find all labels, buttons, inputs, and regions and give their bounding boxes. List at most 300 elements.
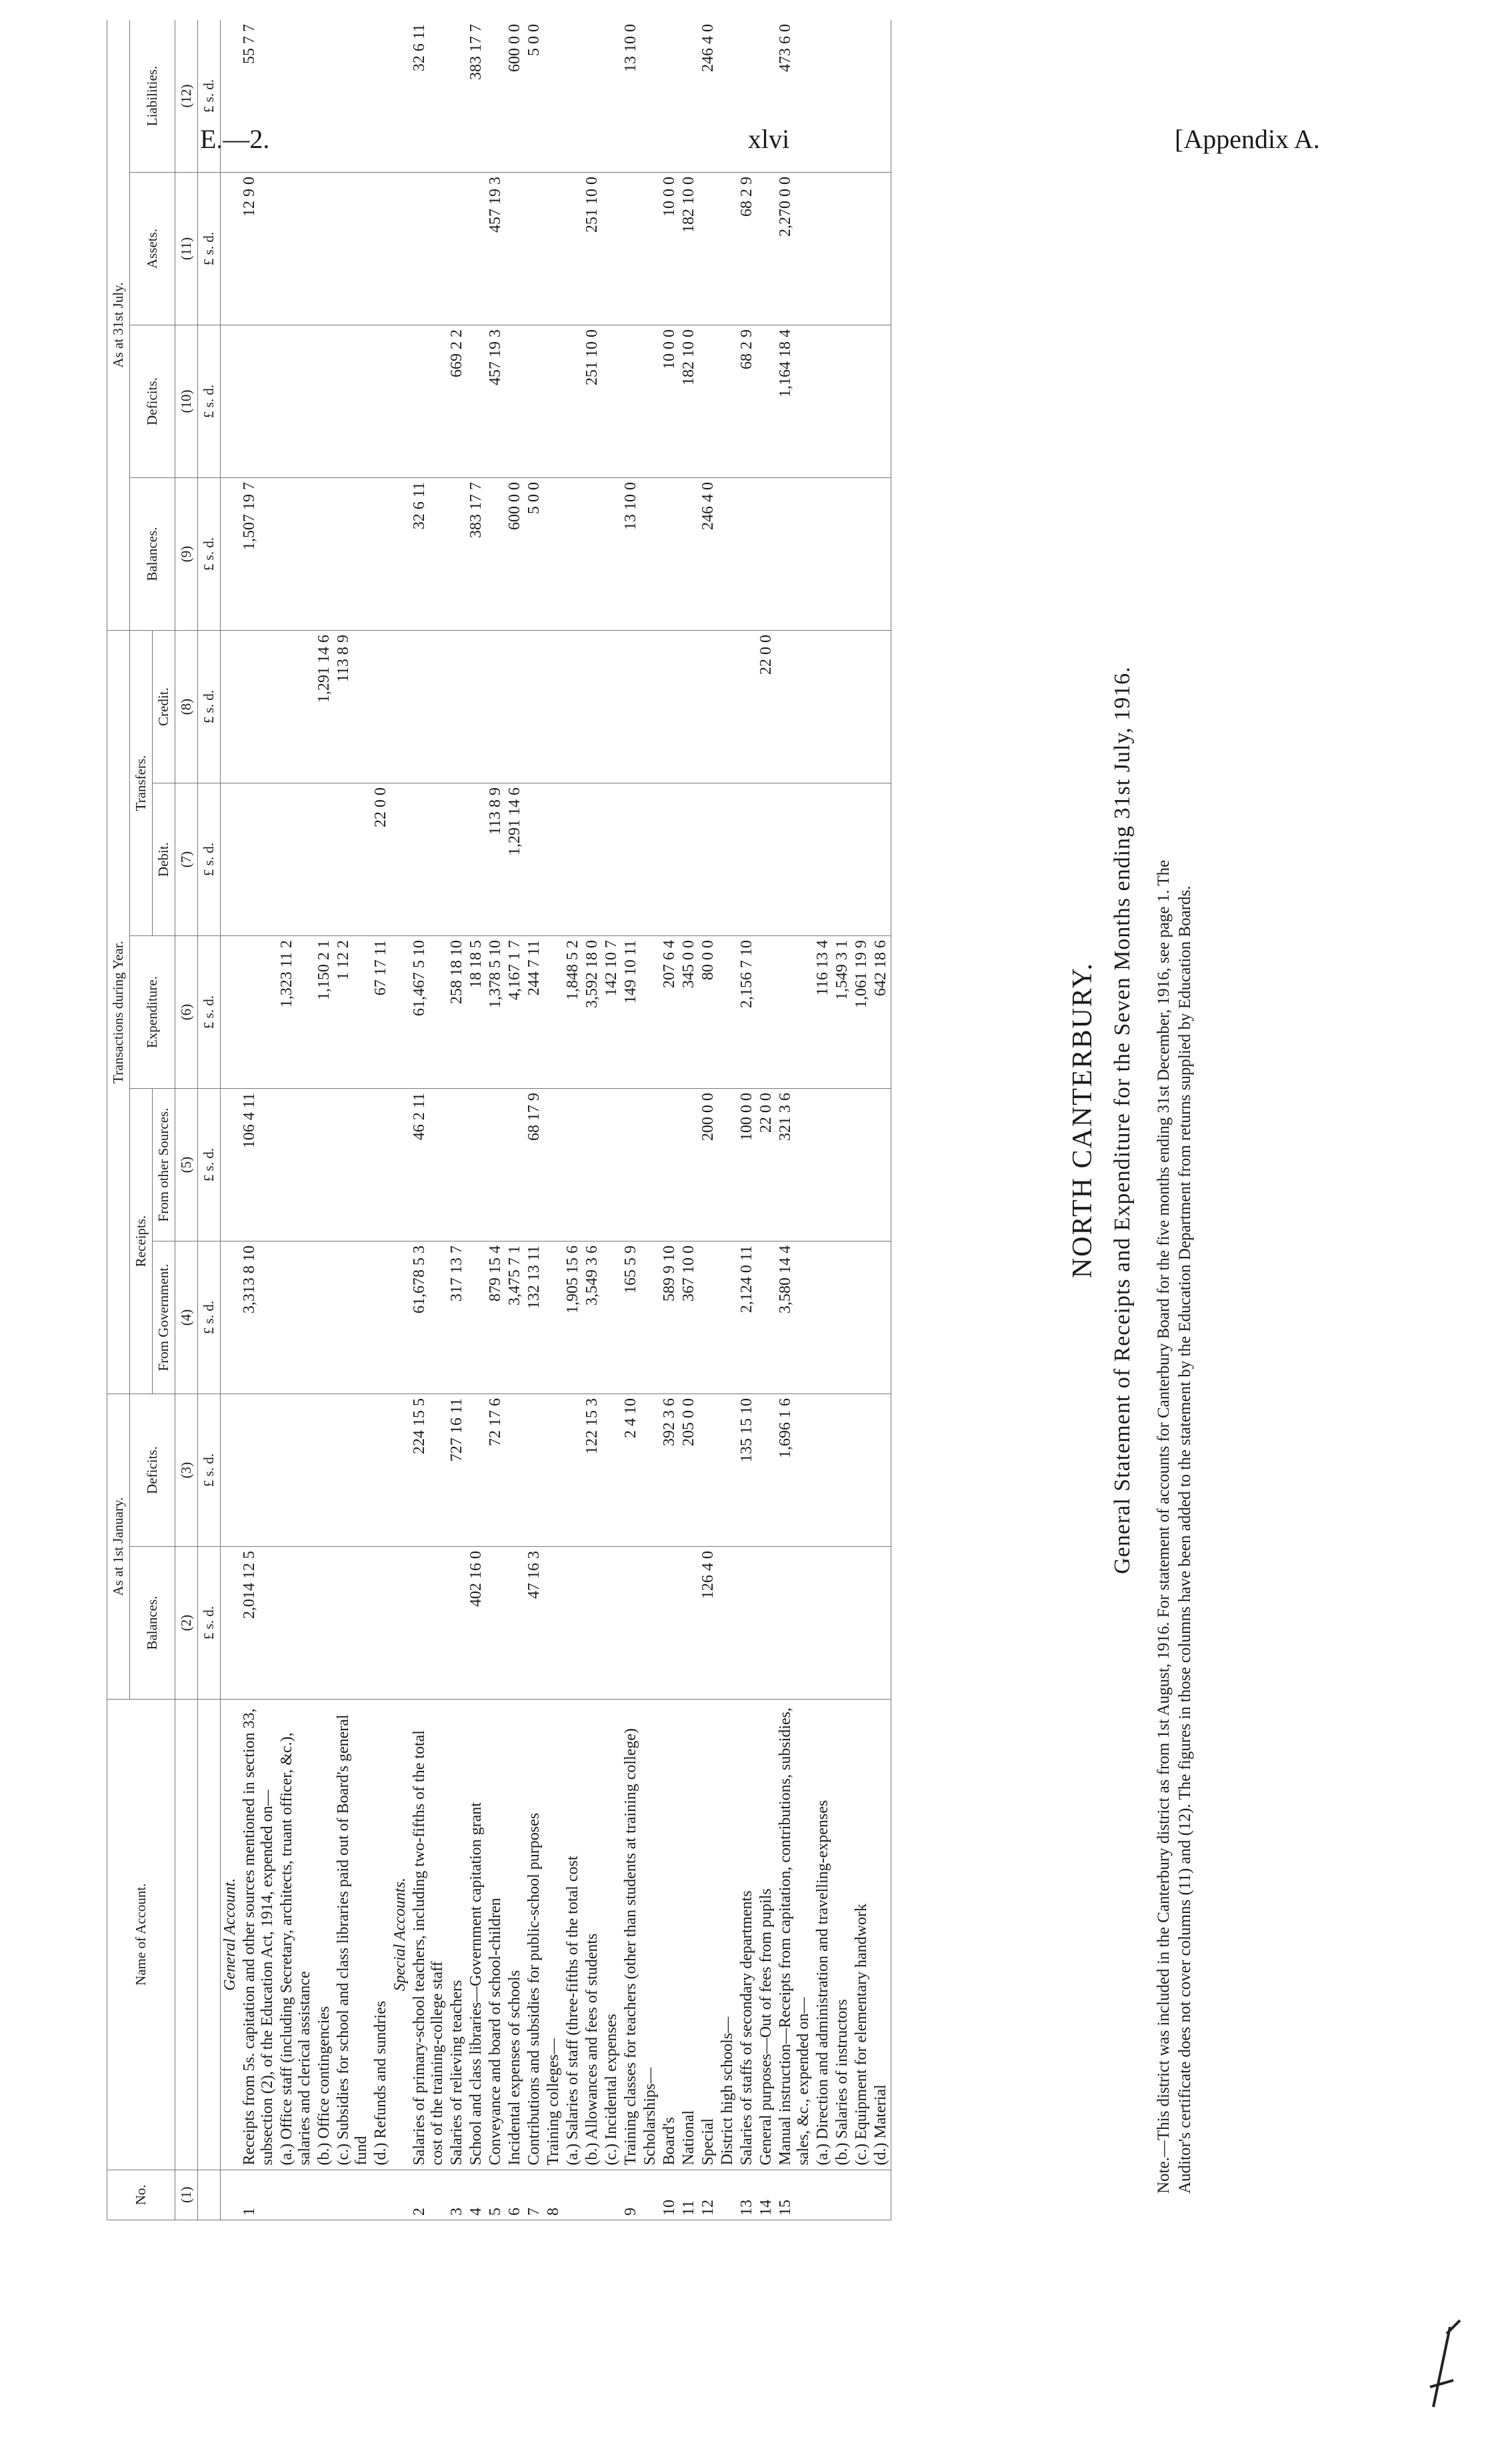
table-row <box>757 20 776 2220</box>
amount-cell <box>737 783 757 935</box>
unit-label: £ s. d. <box>198 1394 221 1546</box>
amount-cell: 22 0 0 <box>371 783 391 935</box>
amount-cell <box>641 935 660 1088</box>
amount-cell <box>718 325 737 477</box>
amount-cell <box>641 783 660 935</box>
amount-cell <box>852 1394 871 1546</box>
amount-cell <box>334 20 371 172</box>
amount-cell <box>544 1394 563 1546</box>
amount-cell: 600 0 0 <box>505 477 525 630</box>
amount-cell: 68 17 9 <box>525 1088 544 1241</box>
amount-cell: 1,507 19 7 <box>240 477 277 630</box>
amount-cell <box>221 1546 241 1699</box>
amount-cell <box>660 783 679 935</box>
amount-cell: 4,167 1 7 <box>505 935 525 1088</box>
amount-cell <box>660 1546 679 1699</box>
table-row <box>371 20 391 2220</box>
amount-cell <box>813 1394 833 1546</box>
amount-cell: 589 9 10 <box>660 1241 679 1394</box>
col-liabilities: Liabilities. <box>130 20 175 172</box>
amount-cell <box>391 783 410 935</box>
amount-cell <box>813 172 833 325</box>
amount-cell <box>833 1241 852 1394</box>
account-name: Contributions and subsidies for public-school purposes <box>525 1699 544 2170</box>
statement-table <box>107 20 891 2220</box>
amount-cell <box>371 1241 391 1394</box>
amount-cell: 1,696 1 6 <box>776 1394 813 1546</box>
account-name: Salaries of relieving teachers <box>447 1699 467 2170</box>
table-row <box>852 20 871 2220</box>
col-debit: Debit. <box>153 783 175 935</box>
table-row <box>641 20 660 2220</box>
amount-cell <box>315 1546 334 1699</box>
amount-cell: 116 13 4 <box>813 935 833 1088</box>
row-number <box>833 2170 852 2220</box>
col-num: (5) <box>175 1088 198 1241</box>
amount-cell <box>833 783 852 935</box>
amount-cell: 1,848 5 2 <box>563 935 583 1088</box>
amount-cell: 46 2 11 <box>410 1088 447 1241</box>
amount-cell <box>737 20 757 172</box>
row-number: 2 <box>410 2170 447 2220</box>
account-name: District high schools— <box>718 1699 737 2170</box>
amount-cell <box>391 20 410 172</box>
account-name: Training colleges— <box>544 1699 563 2170</box>
amount-cell <box>660 20 679 172</box>
row-number: 1 <box>240 2170 277 2220</box>
amount-cell <box>871 1546 891 1699</box>
amount-cell <box>240 630 277 783</box>
col-num: (8) <box>175 630 198 783</box>
unit-label: £ s. d. <box>198 172 221 325</box>
row-number <box>371 2170 391 2220</box>
amount-cell <box>621 325 641 477</box>
amount-cell: 205 0 0 <box>679 1394 699 1546</box>
amount-cell <box>447 1088 467 1241</box>
row-number: 8 <box>544 2170 563 2220</box>
amount-cell: 22 0 0 <box>757 630 776 783</box>
amount-cell <box>699 1241 718 1394</box>
amount-cell <box>660 477 679 630</box>
amount-cell <box>602 20 621 172</box>
amount-cell <box>621 783 641 935</box>
table-row <box>277 20 315 2220</box>
amount-cell: 10 0 0 <box>660 325 679 477</box>
row-number: 13 <box>737 2170 757 2220</box>
amount-cell: 122 15 3 <box>583 1394 602 1546</box>
unit-label: £ s. d. <box>198 1241 221 1394</box>
amount-cell <box>277 20 315 172</box>
amount-cell <box>757 477 776 630</box>
account-name: Salaries of primary-school teachers, including two-fifths of the total cost of the training-college staff <box>410 1699 447 2170</box>
amount-cell <box>602 783 621 935</box>
amount-cell <box>505 172 525 325</box>
amount-cell <box>583 630 602 783</box>
amount-cell: 1,061 19 9 <box>852 935 871 1088</box>
col-num: (10) <box>175 325 198 477</box>
amount-cell: 383 17 7 <box>467 20 486 172</box>
amount-cell <box>757 783 776 935</box>
amount-cell <box>563 1394 583 1546</box>
amount-cell <box>277 477 315 630</box>
amount-cell: 5 0 0 <box>525 20 544 172</box>
group-july: As at 31st July. <box>107 20 130 630</box>
amount-cell <box>563 477 583 630</box>
amount-cell <box>776 1546 813 1699</box>
table-row <box>447 20 467 2220</box>
amount-cell <box>486 477 505 630</box>
amount-cell <box>240 325 277 477</box>
amount-cell <box>583 1088 602 1241</box>
amount-cell <box>486 1088 505 1241</box>
amount-cell <box>334 172 371 325</box>
amount-cell <box>641 325 660 477</box>
amount-cell <box>371 172 391 325</box>
amount-cell <box>315 172 334 325</box>
amount-cell <box>776 783 813 935</box>
account-name: Training classes for teachers (other than students at training college) <box>621 1699 641 2170</box>
amount-cell <box>505 325 525 477</box>
row-number: 11 <box>679 2170 699 2220</box>
col-deficits: Deficits. <box>130 1394 175 1546</box>
amount-cell <box>563 1088 583 1241</box>
col-balances: Balances. <box>130 1546 175 1699</box>
amount-cell: 3,313 8 10 <box>240 1241 277 1394</box>
amount-cell <box>813 477 833 630</box>
amount-cell <box>871 477 891 630</box>
amount-cell: 600 0 0 <box>505 20 525 172</box>
amount-cell: 80 0 0 <box>699 935 718 1088</box>
amount-cell: 106 4 11 <box>240 1088 277 1241</box>
row-number <box>221 2170 241 2220</box>
amount-cell <box>718 172 737 325</box>
amount-cell <box>467 783 486 935</box>
amount-cell <box>544 1546 563 1699</box>
amount-cell <box>641 172 660 325</box>
amount-cell <box>871 325 891 477</box>
amount-cell <box>334 783 371 935</box>
amount-cell: 246 4 0 <box>699 477 718 630</box>
unit-label: £ s. d. <box>198 325 221 477</box>
amount-cell: 68 2 9 <box>737 325 757 477</box>
col-num: (2) <box>175 1546 198 1699</box>
amount-cell <box>221 20 241 172</box>
amount-cell: 2,124 0 11 <box>737 1241 757 1394</box>
amount-cell <box>371 630 391 783</box>
page-title: NORTH CANTERBURY. <box>1067 961 1098 1279</box>
amount-cell <box>757 1546 776 1699</box>
amount-cell <box>410 325 447 477</box>
table-row <box>563 20 583 2220</box>
row-number: 7 <box>525 2170 544 2220</box>
account-name: (b.) Office contingencies <box>315 1699 334 2170</box>
amount-cell <box>583 20 602 172</box>
amount-cell <box>833 20 852 172</box>
col-no: No. <box>107 2170 175 2220</box>
amount-cell: 200 0 0 <box>699 1088 718 1241</box>
col-num: (9) <box>175 477 198 630</box>
amount-cell <box>679 1546 699 1699</box>
amount-cell: 5 0 0 <box>525 477 544 630</box>
amount-cell <box>621 172 641 325</box>
amount-cell <box>833 1546 852 1699</box>
amount-cell <box>391 1241 410 1394</box>
account-name: (a.) Office staff (including Secretary, architects, truant officer, &c.), salaries and clerical assistance <box>277 1699 315 2170</box>
amount-cell <box>334 1088 371 1241</box>
amount-cell <box>391 935 410 1088</box>
amount-cell <box>833 1088 852 1241</box>
table-row <box>583 20 602 2220</box>
table-row <box>621 20 641 2220</box>
account-name: (a.) Direction and administration and travelling-expenses <box>813 1699 833 2170</box>
amount-cell: 182 10 0 <box>679 172 699 325</box>
table-row <box>544 20 563 2220</box>
amount-cell <box>277 1241 315 1394</box>
amount-cell <box>583 477 602 630</box>
amount-cell <box>699 172 718 325</box>
amount-cell <box>583 783 602 935</box>
table-row <box>315 20 334 2220</box>
amount-cell <box>699 325 718 477</box>
amount-cell <box>852 325 871 477</box>
group-year: Transactions during Year. <box>107 630 130 1394</box>
table-row <box>525 20 544 2220</box>
amount-cell <box>277 1546 315 1699</box>
amount-cell: 55 7 7 <box>240 20 277 172</box>
amount-cell: 1,291 14 6 <box>315 630 334 783</box>
amount-cell <box>852 630 871 783</box>
document-code: E.—2. <box>200 124 270 154</box>
amount-cell <box>486 1546 505 1699</box>
amount-cell <box>544 783 563 935</box>
amount-cell: 2,156 7 10 <box>737 935 757 1088</box>
row-number: 3 <box>447 2170 467 2220</box>
amount-cell <box>315 20 334 172</box>
row-number: 9 <box>621 2170 641 2220</box>
amount-cell <box>679 783 699 935</box>
amount-cell <box>467 1394 486 1546</box>
amount-cell <box>679 630 699 783</box>
amount-cell <box>776 935 813 1088</box>
table-row <box>813 20 833 2220</box>
amount-cell <box>467 325 486 477</box>
amount-cell: 61,678 5 3 <box>410 1241 447 1394</box>
amount-cell: 367 10 0 <box>679 1241 699 1394</box>
amount-cell: 61,467 5 10 <box>410 935 447 1088</box>
amount-cell <box>833 630 852 783</box>
table-row <box>240 20 277 2220</box>
amount-cell <box>544 325 563 477</box>
account-name: Salaries of staffs of secondary departments <box>737 1699 757 2170</box>
amount-cell <box>852 1546 871 1699</box>
amount-cell <box>621 1088 641 1241</box>
amount-cell <box>334 477 371 630</box>
row-number <box>718 2170 737 2220</box>
amount-cell: 669 2 2 <box>447 325 467 477</box>
amount-cell <box>583 1546 602 1699</box>
amount-cell <box>315 1241 334 1394</box>
account-name: Scholarships— <box>641 1699 660 2170</box>
note-line-2: Auditor's certificate does not cover columns (11) and (12). The figures in those columns have been added to the statement by the Education Department from returns supplied by Education Boards. <box>1176 885 1194 2194</box>
amount-cell <box>525 630 544 783</box>
amount-cell: 1,378 5 10 <box>486 935 505 1088</box>
amount-cell <box>371 1394 391 1546</box>
amount-cell <box>410 630 447 783</box>
amount-cell <box>563 630 583 783</box>
amount-cell <box>221 783 241 935</box>
table-row <box>660 20 679 2220</box>
table-row <box>776 20 813 2220</box>
table-row <box>486 20 505 2220</box>
statement-subtitle: General Statement of Receipts and Expenditure for the Seven Months ending 31st July, 1916. <box>1110 666 1135 1574</box>
col-expenditure: Expenditure. <box>130 935 175 1088</box>
col-assets: Assets. <box>130 172 175 325</box>
col-name: Name of Account. <box>107 1699 175 2170</box>
amount-cell <box>718 1394 737 1546</box>
amount-cell <box>660 1088 679 1241</box>
amount-cell: 149 10 11 <box>621 935 641 1088</box>
account-name: (b.) Allowances and fees of students <box>583 1699 602 2170</box>
amount-cell: 182 10 0 <box>679 325 699 477</box>
amount-cell: 135 15 10 <box>737 1394 757 1546</box>
amount-cell <box>602 1088 621 1241</box>
row-number <box>583 2170 602 2220</box>
row-number <box>563 2170 583 2220</box>
amount-cell <box>813 630 833 783</box>
account-name: (b.) Salaries of instructors <box>833 1699 852 2170</box>
amount-cell <box>776 630 813 783</box>
table-row <box>467 20 486 2220</box>
amount-cell <box>833 172 852 325</box>
col-from-other: From other Sources. <box>153 1088 175 1241</box>
amount-cell <box>315 325 334 477</box>
amount-cell <box>240 935 277 1088</box>
amount-cell <box>871 1241 891 1394</box>
amount-cell <box>563 172 583 325</box>
amount-cell <box>563 325 583 477</box>
account-name: (c.) Equipment for elementary handwork <box>852 1699 871 2170</box>
column-number-row <box>175 20 198 2220</box>
amount-cell <box>813 1088 833 1241</box>
amount-cell: 1,291 14 6 <box>505 783 525 935</box>
amount-cell: 321 3 6 <box>776 1088 813 1241</box>
group-transfers: Transfers. <box>130 630 153 935</box>
account-name: (c.) Subsidies for school and class libraries paid out of Board's general fund <box>334 1699 371 2170</box>
col-credit: Credit. <box>153 630 175 783</box>
amount-cell <box>602 1241 621 1394</box>
table-row <box>410 20 447 2220</box>
amount-cell <box>544 20 563 172</box>
amount-cell <box>447 477 467 630</box>
amount-cell <box>277 172 315 325</box>
amount-cell <box>467 1088 486 1241</box>
account-name: (d.) Material <box>871 1699 891 2170</box>
amount-cell <box>277 1394 315 1546</box>
amount-cell <box>447 783 467 935</box>
amount-cell: 18 18 5 <box>467 935 486 1088</box>
amount-cell <box>813 20 833 172</box>
amount-cell <box>391 172 410 325</box>
amount-cell <box>221 1394 241 1546</box>
amount-cell: 12 9 0 <box>240 172 277 325</box>
amount-cell <box>334 1241 371 1394</box>
table-body <box>221 20 891 2220</box>
amount-cell <box>718 20 737 172</box>
amount-cell: 47 16 3 <box>525 1546 544 1699</box>
amount-cell <box>410 1546 447 1699</box>
amount-cell <box>371 1088 391 1241</box>
units-row <box>198 20 221 2220</box>
unit-label: £ s. d. <box>198 477 221 630</box>
amount-cell <box>563 1546 583 1699</box>
amount-cell <box>757 172 776 325</box>
amount-cell <box>660 630 679 783</box>
amount-cell <box>525 783 544 935</box>
amount-cell <box>315 1088 334 1241</box>
account-name: General Account. <box>221 1699 241 2170</box>
amount-cell: 142 10 7 <box>602 935 621 1088</box>
amount-cell <box>641 1394 660 1546</box>
amount-cell <box>833 325 852 477</box>
amount-cell <box>277 1088 315 1241</box>
amount-cell <box>757 325 776 477</box>
amount-cell: 244 7 11 <box>525 935 544 1088</box>
amount-cell <box>486 630 505 783</box>
amount-cell <box>391 1394 410 1546</box>
amount-cell: 100 0 0 <box>737 1088 757 1241</box>
amount-cell: 473 6 0 <box>776 20 813 172</box>
amount-cell <box>718 935 737 1088</box>
account-name: General purposes—Out of fees from pupils <box>757 1699 776 2170</box>
amount-cell <box>221 630 241 783</box>
amount-cell <box>833 477 852 630</box>
amount-cell <box>641 1546 660 1699</box>
amount-cell <box>718 783 737 935</box>
table-row <box>221 20 241 2220</box>
amount-cell <box>221 325 241 477</box>
amount-cell <box>852 172 871 325</box>
table-row <box>833 20 852 2220</box>
amount-cell <box>334 325 371 477</box>
amount-cell <box>221 1088 241 1241</box>
amount-cell <box>641 20 660 172</box>
table-row <box>737 20 757 2220</box>
row-number: 12 <box>699 2170 718 2220</box>
amount-cell <box>679 20 699 172</box>
amount-cell <box>852 477 871 630</box>
amount-cell <box>277 783 315 935</box>
amount-cell <box>602 477 621 630</box>
amount-cell <box>871 783 891 935</box>
account-name: Manual instruction—Receipts from capitation, contributions, subsidies, sales, &c., expended on— <box>776 1699 813 2170</box>
amount-cell: 246 4 0 <box>699 20 718 172</box>
amount-cell: 2 4 10 <box>621 1394 641 1546</box>
amount-cell: 32 6 11 <box>410 20 447 172</box>
table-row <box>602 20 621 2220</box>
amount-cell <box>315 1394 334 1546</box>
amount-cell: 258 18 10 <box>447 935 467 1088</box>
col-num: (11) <box>175 172 198 325</box>
account-name: Incidental expenses of schools <box>505 1699 525 2170</box>
amount-cell <box>757 1394 776 1546</box>
amount-cell <box>871 1088 891 1241</box>
amount-cell <box>221 935 241 1088</box>
amount-cell <box>505 1394 525 1546</box>
amount-cell <box>544 172 563 325</box>
amount-cell: 642 18 6 <box>871 935 891 1088</box>
table-row <box>871 20 891 2220</box>
amount-cell <box>467 630 486 783</box>
